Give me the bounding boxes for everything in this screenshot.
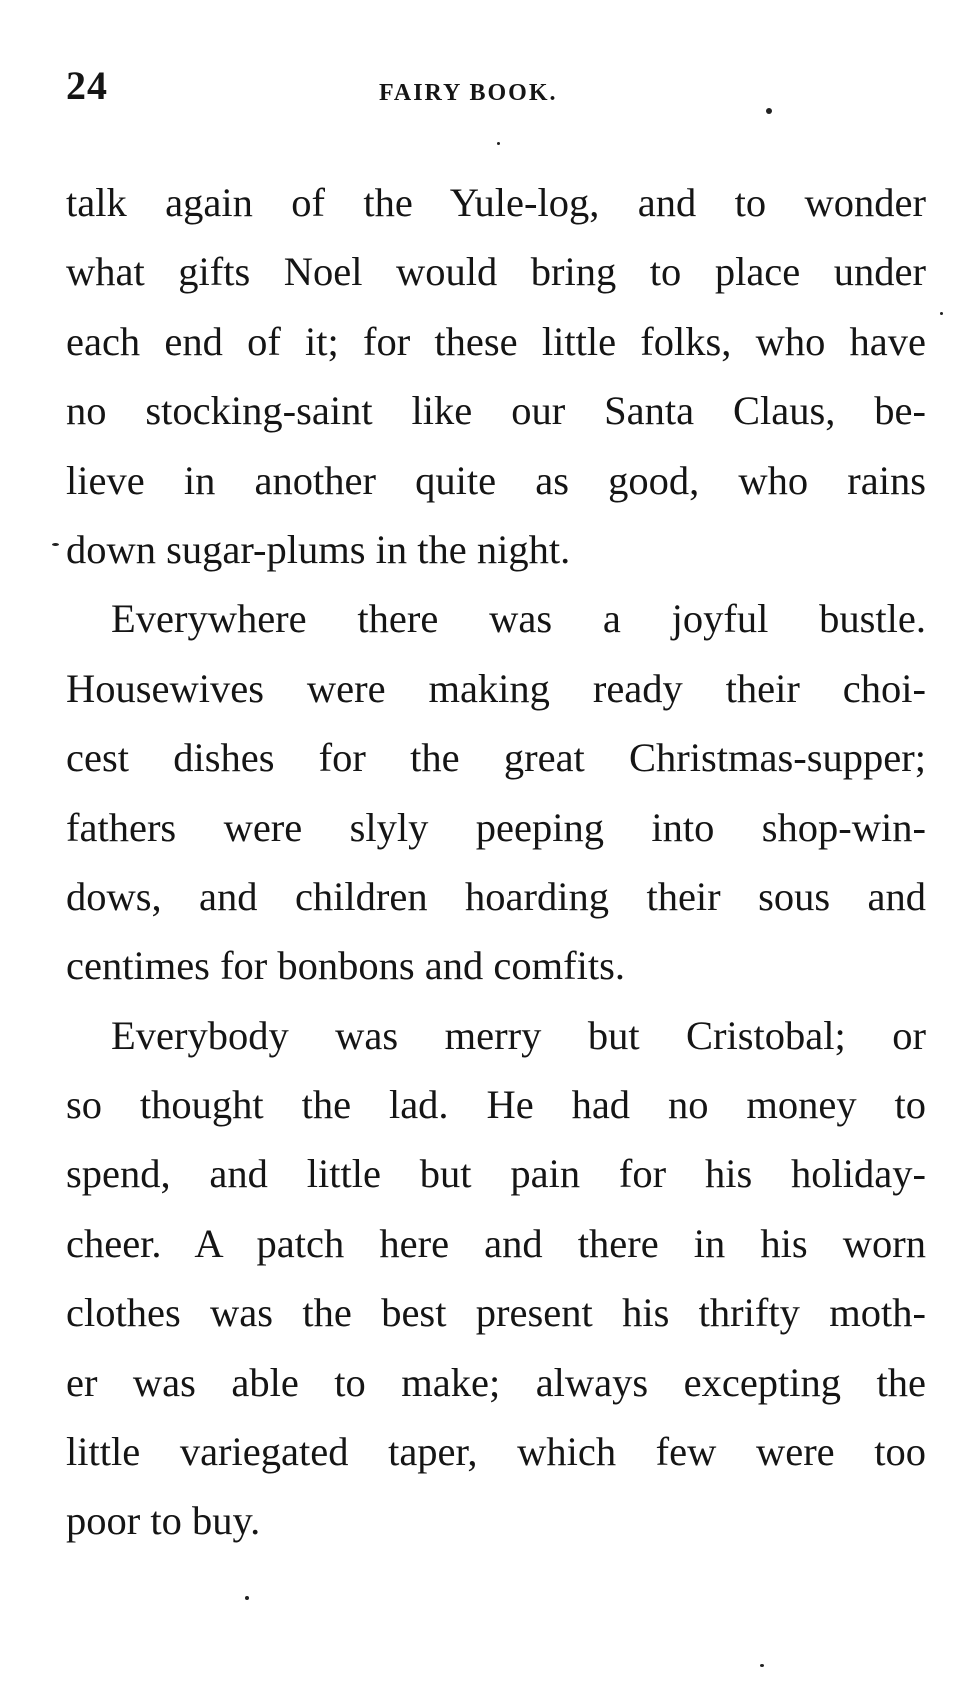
- ink-speck: [760, 1664, 764, 1667]
- text-line: each end of it; for these little folks, who have: [66, 318, 926, 364]
- text-line: Everybody was merry but Cristobal; or: [111, 1012, 926, 1058]
- text-line: little variegated taper, which few were too: [66, 1429, 926, 1475]
- running-head: [66, 62, 926, 112]
- text-line: Everywhere there was a joyful bustle.: [111, 596, 926, 642]
- ink-speck: [497, 142, 500, 145]
- text-line: down sugar-plums in the night.: [66, 526, 571, 572]
- paragraph-1: [66, 168, 926, 584]
- ink-speck: [766, 108, 772, 114]
- ink-speck: [940, 312, 943, 315]
- text-line: lieve in another quite as good, who rains: [66, 457, 926, 503]
- text-line: spend, and little but pain for his holiday-: [66, 1151, 926, 1197]
- text-line: clothes was the best present his thrifty moth-: [66, 1290, 926, 1336]
- ink-speck: [52, 543, 59, 546]
- text-line: poor to buy.: [66, 1498, 261, 1544]
- text-line: er was able to make; always excepting the: [66, 1359, 926, 1405]
- text-line: fathers were slyly peeping into shop-win-: [66, 804, 926, 850]
- text-line: no stocking-saint like our Santa Claus, be-: [66, 388, 926, 434]
- ink-speck: [245, 1596, 249, 1600]
- text-line: talk again of the Yule-log, and to wonder: [66, 180, 926, 225]
- text-line: cest dishes for the great Christmas-supper;: [66, 735, 926, 781]
- page-number: 24: [66, 63, 108, 108]
- text-line: centimes for bonbons and comfits.: [66, 943, 626, 989]
- running-title: FAIRY BOOK.: [379, 80, 558, 106]
- text-line: cheer. A patch here and there in his worn: [66, 1220, 926, 1266]
- text-line: so thought the lad. He had no money to: [66, 1082, 926, 1128]
- text-line: what gifts Noel would bring to place under: [66, 249, 926, 295]
- paragraph-3: [66, 1001, 926, 1556]
- text-line: dows, and children hoarding their sous and: [66, 873, 926, 919]
- body-text: [66, 168, 926, 1556]
- paragraph-2: [66, 584, 926, 1000]
- text-line: Housewives were making ready their choi-: [66, 665, 926, 711]
